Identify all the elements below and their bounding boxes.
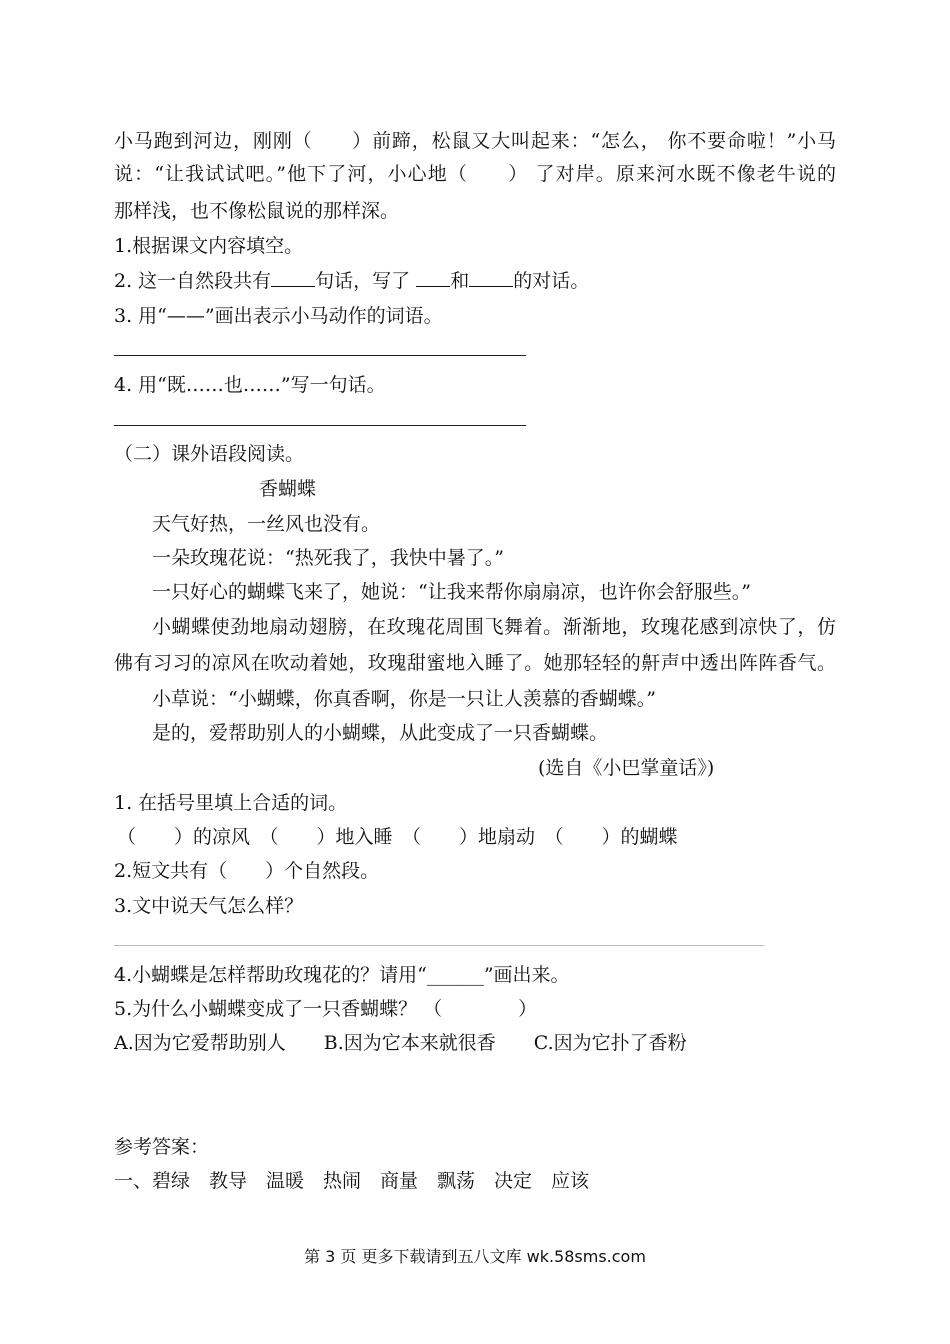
story-paragraph-4-line-1: 小蝴蝶使劲地扇动翅膀，在玫瑰花周围飞舞着。渐渐地，玫瑰花感到凉快了，仿 bbox=[152, 616, 836, 638]
story-paragraph-1: 天气好热，一丝风也没有。 bbox=[152, 513, 381, 535]
story-source: (选自《小巴掌童话》) bbox=[538, 757, 715, 779]
page-footer: 第 3 页 更多下载请到五八文库 wk.58sms.com bbox=[304, 1247, 646, 1266]
story-paragraph-5: 小草说：“小蝴蝶，你真香啊，你是一只让人羡慕的香蝴蝶。” bbox=[152, 688, 656, 710]
question-2-5-options: A.因为它爱帮助别人 B.因为它本来就很香 C.因为它扑了香粉 bbox=[114, 1032, 687, 1054]
passage-one-line-3: 那样浅，也不像松鼠说的那样深。 bbox=[114, 200, 400, 222]
passage-one-line-2: 说：“让我试试吧。”他下了河，小心地（ ） 了对岸。原来河水既不像老牛说的 bbox=[114, 163, 836, 185]
question-2-4: 4.小蝴蝶是怎样帮助玫瑰花的？请用“______”画出来。 bbox=[114, 964, 570, 986]
question-2-5: 5.为什么小蝴蝶变成了一只香蝴蝶？ （ ） bbox=[114, 998, 538, 1020]
answer-blank[interactable] bbox=[271, 268, 315, 287]
story-paragraph-4-line-2: 佛有习习的凉风在吹动着她，玫瑰甜蜜地入睡了。她那轻轻的鼾声中透出阵阵香气。 bbox=[114, 652, 836, 674]
answer-blank[interactable] bbox=[416, 268, 450, 287]
answer-line[interactable] bbox=[114, 945, 764, 946]
question-2-3: 3.文中说天气怎么样？ bbox=[114, 895, 304, 917]
question-2-1-items: （ ）的凉风 （ ）地入睡 （ ）地扇动 （ ）的蝴蝶 bbox=[117, 826, 678, 848]
answer-line[interactable] bbox=[114, 355, 526, 356]
answer-line[interactable] bbox=[114, 425, 526, 426]
question-2-2: 2.短文共有（ ）个自然段。 bbox=[114, 860, 380, 882]
question-1-1: 1.根据课文内容填空。 bbox=[114, 235, 304, 257]
passage-one-line-1: 小马跑到河边，刚刚（ ）前蹄，松鼠又大叫起来：“怎么， 你不要命啦！”小马 bbox=[114, 130, 836, 152]
q2-part-a: 2. 这一自然段共有 bbox=[114, 270, 272, 292]
question-1-4: 4. 用“既……也……”写一句话。 bbox=[114, 374, 386, 396]
q2-part-c: 和 bbox=[450, 270, 470, 292]
q2-part-d: 的对话。 bbox=[513, 270, 590, 292]
story-paragraph-3: 一只好心的蝴蝶飞来了，她说：“让我来帮你扇扇凉，也许你会舒服些。” bbox=[152, 581, 751, 603]
story-title: 香蝴蝶 bbox=[259, 478, 317, 500]
answers-line-1: 一、碧绿 教导 温暖 热闹 商量 飘荡 决定 应该 bbox=[114, 1170, 590, 1192]
q2-part-b: 句话，写了 bbox=[315, 270, 417, 292]
question-2-1: 1. 在括号里填上合适的词。 bbox=[114, 792, 348, 814]
section-two-heading: （二）课外语段阅读。 bbox=[114, 443, 305, 465]
question-1-2 bbox=[114, 268, 589, 294]
answer-blank[interactable] bbox=[469, 268, 513, 287]
story-paragraph-6: 是的，爱帮助别人的小蝴蝶，从此变成了一只香蝴蝶。 bbox=[152, 722, 609, 744]
story-paragraph-2: 一朵玫瑰花说：“热死我了，我快中暑了。” bbox=[152, 547, 504, 569]
answers-heading: 参考答案： bbox=[114, 1136, 210, 1158]
question-1-3: 3. 用“——”画出表示小马动作的词语。 bbox=[114, 305, 443, 327]
